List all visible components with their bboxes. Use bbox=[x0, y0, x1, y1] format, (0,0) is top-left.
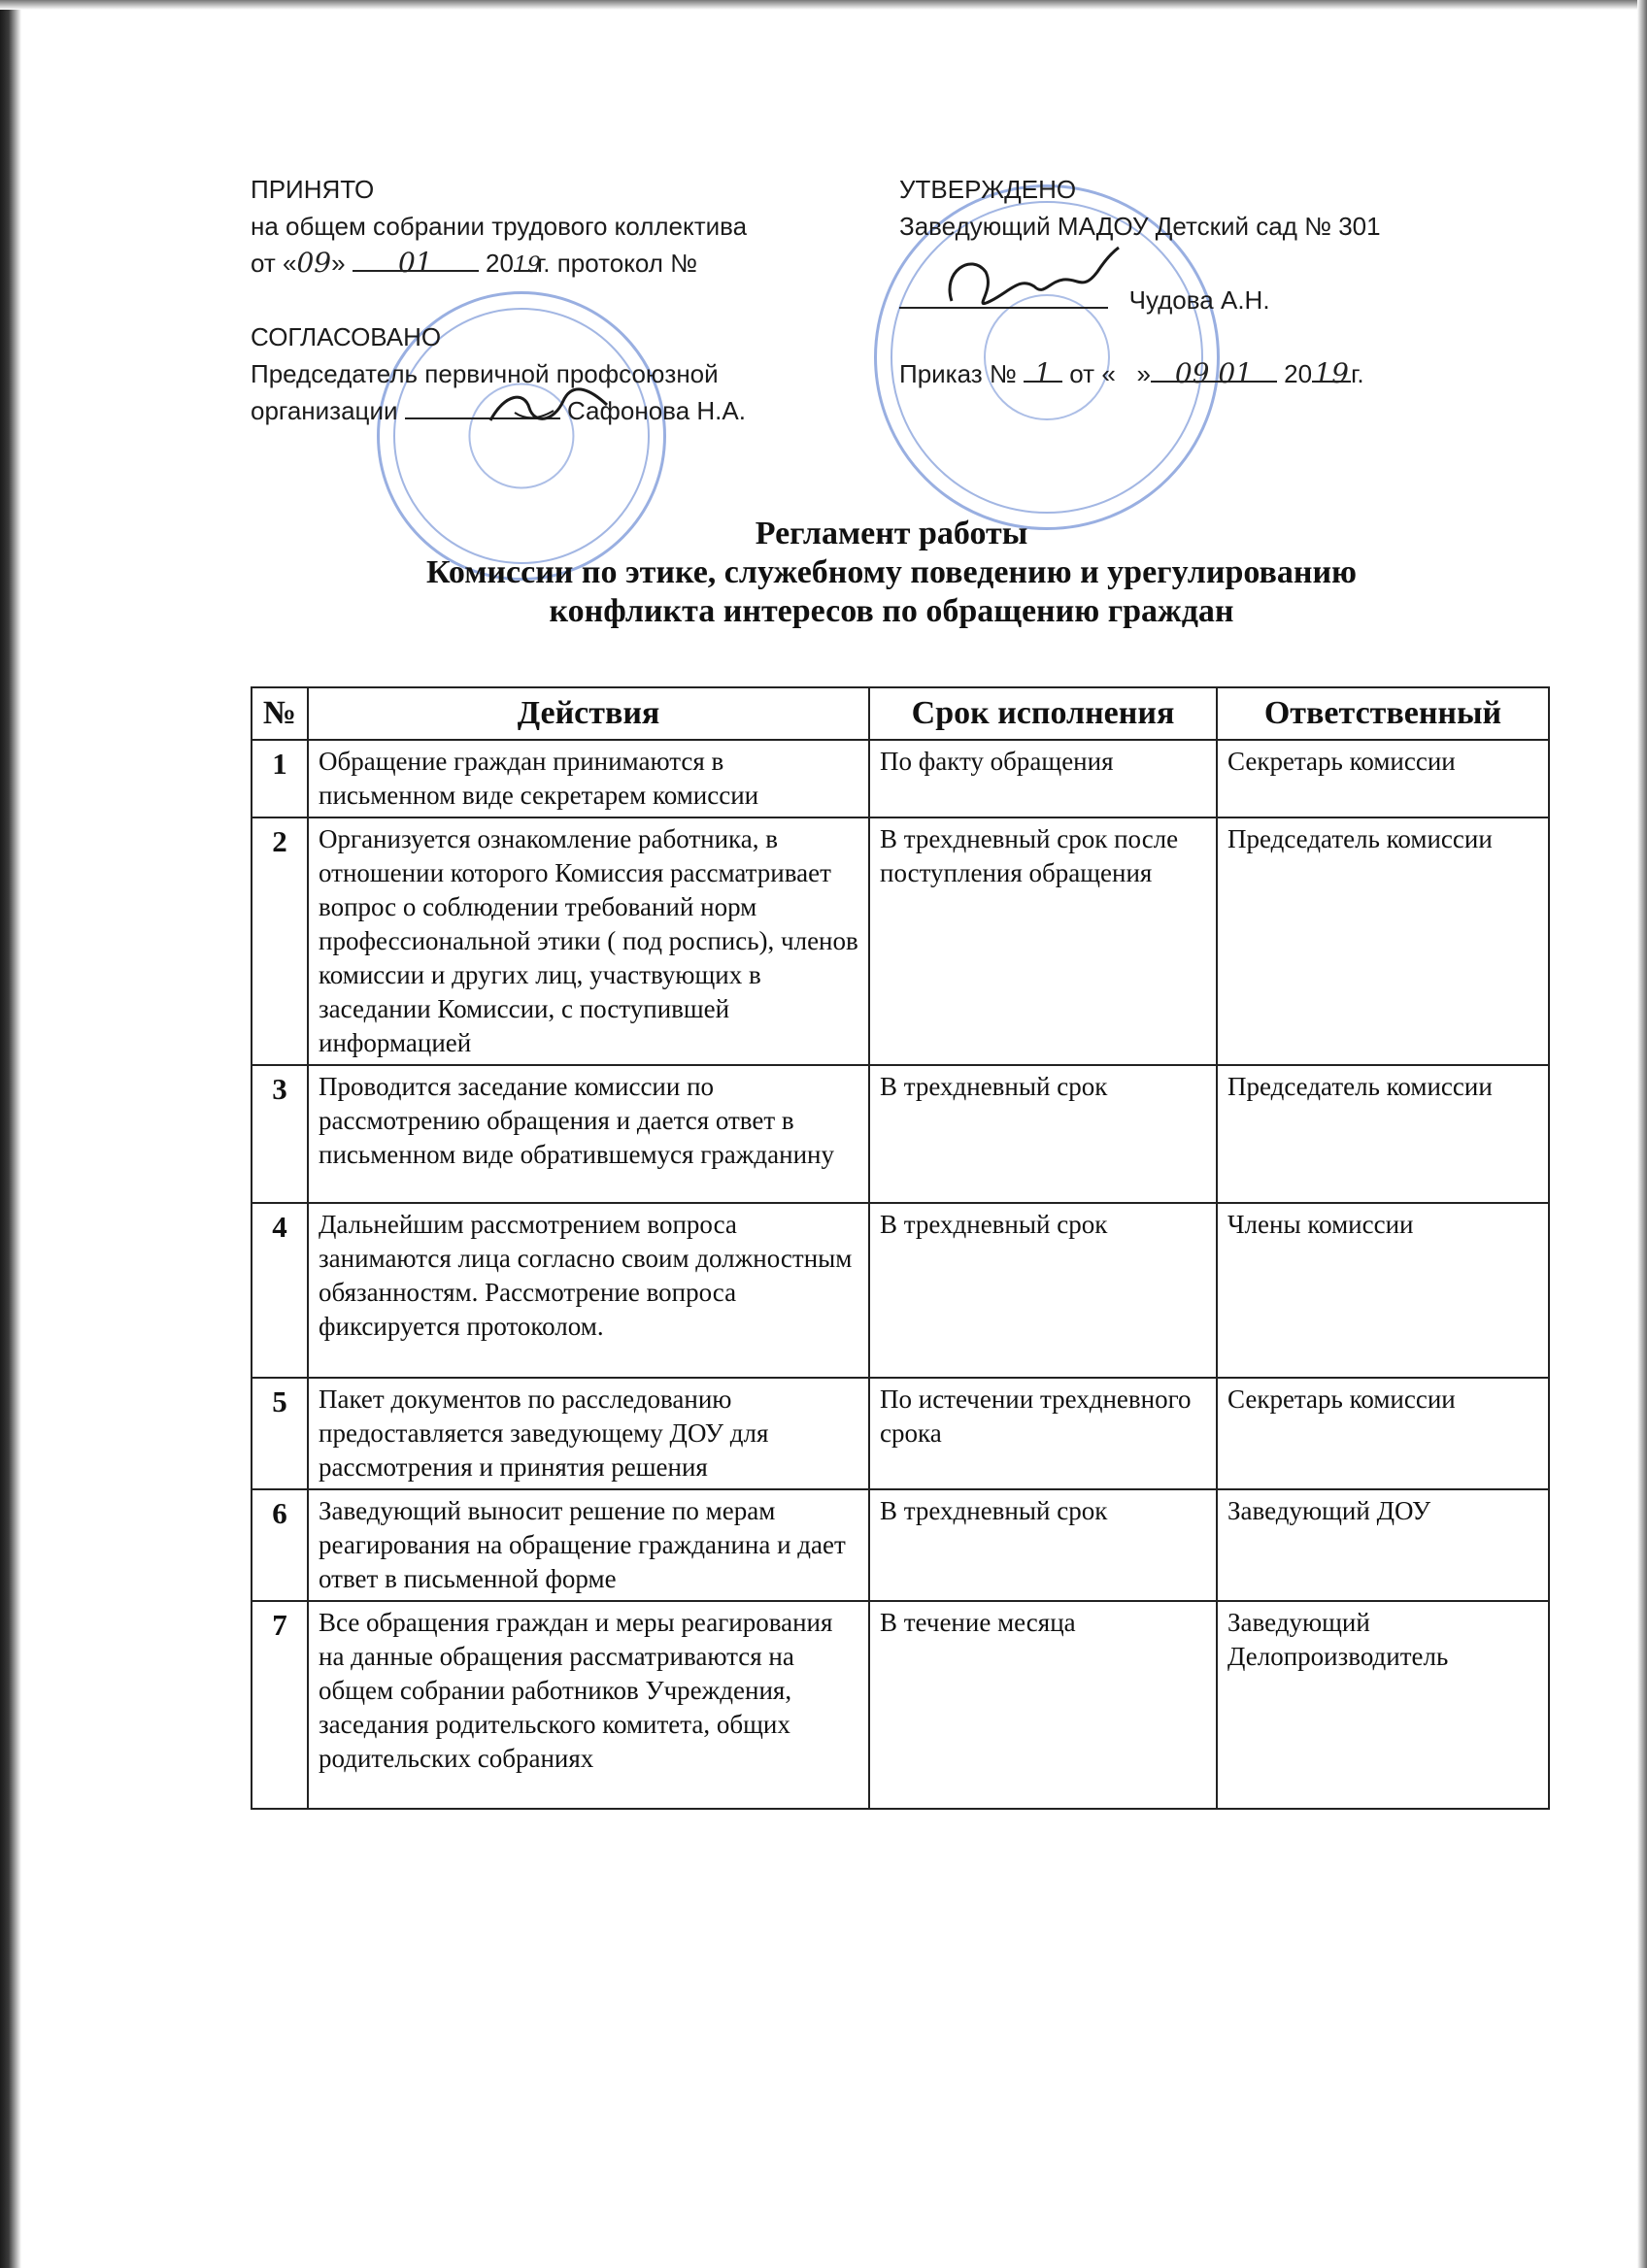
row-term: По факту обращения bbox=[869, 740, 1217, 817]
header-actions: Действия bbox=[308, 687, 869, 740]
row-responsible: Секретарь комиссии bbox=[1217, 1378, 1549, 1489]
row-action: Все обращения граждан и меры реагирования на данные обращения рассматриваются на общем собрании работников Учреждения, заседания родительского комитета, общих родительских собраниях bbox=[308, 1601, 869, 1809]
row-action: Дальнейшим рассмотрением вопроса занимаются лица согласно своим должностным обязанностям. Рассмотрение вопроса фиксируется протоколом. bbox=[308, 1203, 869, 1378]
row-number: 1 bbox=[252, 740, 308, 817]
scan-edge-top bbox=[0, 0, 1647, 10]
handwritten-order-date: 09 01 bbox=[1174, 357, 1253, 389]
row-action: Обращение граждан принимаются в письменном виде секретарем комиссии bbox=[308, 740, 869, 817]
accepted-label: ПРИНЯТО bbox=[251, 175, 375, 204]
row-responsible: Председатель комиссии bbox=[1217, 817, 1549, 1065]
row-term: В течение месяца bbox=[869, 1601, 1217, 1809]
document-title bbox=[251, 515, 1532, 631]
row-number: 7 bbox=[252, 1601, 308, 1809]
accepted-meeting-line: на общем собрании трудового коллектива bbox=[251, 212, 748, 241]
row-term: По истечении трехдневного срока bbox=[869, 1378, 1217, 1489]
regulation-table bbox=[251, 686, 1550, 1810]
row-responsible: Заведующий Делопроизводитель bbox=[1217, 1601, 1549, 1809]
handwritten-year: 19 bbox=[513, 253, 541, 278]
approved-label: УТВЕРЖДЕНО bbox=[899, 175, 1077, 204]
scan-edge-right bbox=[1637, 0, 1647, 2268]
header-responsible: Ответственный bbox=[1217, 687, 1549, 740]
agreed-label: СОГЛАСОВАНО bbox=[251, 322, 442, 351]
approved-position-line: Заведующий МАДОУ Детский сад № 301 bbox=[899, 212, 1381, 241]
row-responsible: Председатель комиссии bbox=[1217, 1065, 1549, 1203]
row-action: Пакет документов по расследованию предоставляется заведующему ДОУ для рассмотрения и принятия решения bbox=[308, 1378, 869, 1489]
row-term: В трехдневный срок bbox=[869, 1065, 1217, 1203]
row-action: Проводится заседание комиссии по рассмотрению обращения и дается ответ в письменном виде обратившемуся гражданину bbox=[308, 1065, 869, 1203]
row-term: В трехдневный срок bbox=[869, 1203, 1217, 1378]
handwritten-day: 09 bbox=[296, 247, 332, 279]
row-number: 4 bbox=[252, 1203, 308, 1378]
row-number: 3 bbox=[252, 1065, 308, 1203]
title-line-1: Регламент работы bbox=[755, 516, 1028, 551]
table-row bbox=[252, 1489, 1549, 1601]
header-term: Срок исполнения bbox=[869, 687, 1217, 740]
row-number: 2 bbox=[252, 817, 308, 1065]
approved-name: Чудова А.Н. bbox=[1128, 285, 1270, 315]
title-line-3: конфликта интересов по обращению граждан bbox=[549, 593, 1234, 629]
table-row bbox=[252, 817, 1549, 1065]
handwritten-order-year: 19 bbox=[1314, 357, 1349, 389]
row-term: В трехдневный срок после поступления обращения bbox=[869, 817, 1217, 1065]
row-number: 5 bbox=[252, 1378, 308, 1489]
row-action: Заведующий выносит решение по мерам реагирования на обращение гражданина и дает ответ в письменной форме bbox=[308, 1489, 869, 1601]
header-number: № bbox=[252, 687, 308, 740]
scan-edge-left bbox=[0, 0, 21, 2268]
agreed-position-line: Председатель первичной профсоюзной bbox=[251, 359, 719, 388]
row-term: В трехдневный срок bbox=[869, 1489, 1217, 1601]
agreed-signature-line: организации Сафонова Н.А. bbox=[251, 392, 747, 429]
table-row bbox=[252, 1203, 1549, 1378]
handwritten-order-number: 1 bbox=[1034, 357, 1052, 389]
table-row bbox=[252, 1378, 1549, 1489]
approved-order-line: Приказ № 1 от « » 09 01 2019г. bbox=[899, 357, 1364, 389]
agreed-name: Сафонова Н.А. bbox=[566, 396, 746, 425]
title-line-2: Комиссии по этике, служебному поведению и урегулированию bbox=[425, 554, 1358, 590]
accepted-protocol-line: от «09» 01 2019г. протокол № bbox=[251, 247, 698, 279]
union-signature bbox=[486, 384, 612, 432]
row-number: 6 bbox=[252, 1489, 308, 1601]
handwritten-month: 01 bbox=[397, 247, 433, 279]
row-action: Организуется ознакомление работника, в отношении которого Комиссия рассматривает вопрос о соблюдении требований норм профессиональной этики ( под роспись), членов комиссии и других лиц, участвующих в заседании Комиссии, с поступившей информацией bbox=[308, 817, 869, 1065]
row-responsible: Члены комиссии bbox=[1217, 1203, 1549, 1378]
table-header-row bbox=[252, 687, 1549, 740]
table-row bbox=[252, 740, 1549, 817]
table-row bbox=[252, 1601, 1549, 1809]
row-responsible: Секретарь комиссии bbox=[1217, 740, 1549, 817]
table-row bbox=[252, 1065, 1549, 1203]
row-responsible: Заведующий ДОУ bbox=[1217, 1489, 1549, 1601]
director-signature bbox=[932, 243, 1126, 330]
